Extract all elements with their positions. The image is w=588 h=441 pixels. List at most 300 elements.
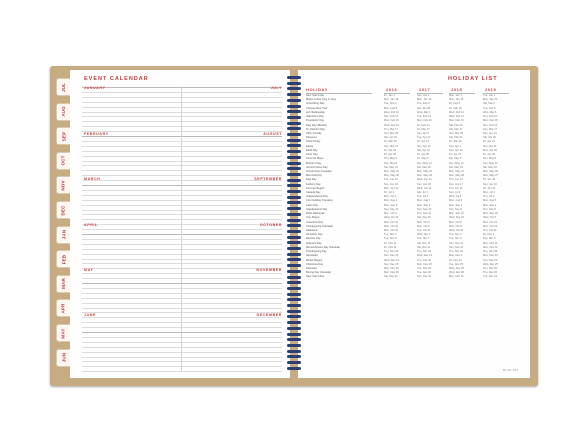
holiday-date: Mon, Dec 26 xyxy=(384,271,399,275)
holiday-date: Thu, Nov 28 xyxy=(483,250,498,254)
holiday-name: Victoria Day (Canada) xyxy=(306,169,332,173)
spiral-coil xyxy=(287,224,301,227)
holiday-name: Election Day xyxy=(306,237,321,241)
holiday-date: Mon, May 29 xyxy=(417,174,432,178)
holiday-date: Sun, May 12 xyxy=(483,161,498,165)
tab-label: JUL xyxy=(60,82,66,92)
holiday-date: Sun, Dec 25 xyxy=(384,254,399,258)
tab-dec[interactable] xyxy=(56,201,70,219)
spiral-coil xyxy=(287,87,301,90)
spiral-coil xyxy=(287,219,301,222)
holiday-name: Independence Day xyxy=(306,195,328,199)
ruled-line xyxy=(82,371,282,372)
holiday-list-title: HOLIDAY LIST xyxy=(448,76,498,82)
holiday-date: Wed, Dec 26 xyxy=(449,266,464,270)
holiday-name: Rosh Hashanah xyxy=(306,212,325,216)
holiday-name: Winter Begins xyxy=(306,258,323,262)
holiday-date: Tue, Nov 1 xyxy=(384,233,397,237)
spiral-coil xyxy=(287,139,301,142)
ruled-line xyxy=(82,337,282,338)
holiday-date: Fri, Apr 19 xyxy=(483,140,495,144)
spiral-coil xyxy=(287,344,301,347)
spiral-coil xyxy=(287,156,301,159)
holiday-date: Sun, Jun 17 xyxy=(449,182,463,186)
holiday-date: Mon, Sep 30 xyxy=(483,212,498,216)
spiral-coil xyxy=(287,230,301,233)
holiday-column-header: HOLIDAY xyxy=(306,87,328,92)
holiday-date: Thu, Nov 23 xyxy=(417,250,432,254)
tab-apr[interactable] xyxy=(56,299,70,317)
spiral-coil xyxy=(287,247,301,250)
holiday-date: Mon, Jun 20 xyxy=(384,186,399,190)
spiral-coil xyxy=(287,276,301,279)
tab-label: NOV xyxy=(60,180,66,191)
holiday-date: Mon, Jul 4 xyxy=(384,195,396,199)
month-label-june: JUNE xyxy=(84,313,96,317)
holiday-date: Mon, Nov 11 xyxy=(483,241,498,245)
ruled-line xyxy=(82,121,282,122)
holiday-date: Tue, Apr 11 xyxy=(417,136,431,140)
holiday-date: Sun, Apr 16 xyxy=(417,144,431,148)
holiday-date: Mon, Oct 10 xyxy=(384,220,399,224)
holiday-date: Fri, Jan 1 xyxy=(384,94,395,97)
holiday-date: Fri, Feb 24 xyxy=(417,123,430,127)
spiral-coil xyxy=(287,82,301,85)
spiral-coil xyxy=(287,333,301,336)
spiral-coil xyxy=(287,264,301,267)
holiday-date: Sat, May 5 xyxy=(449,157,462,161)
holiday-date: Thu, May 5 xyxy=(384,157,397,161)
ruled-line xyxy=(82,288,282,289)
tab-jun[interactable] xyxy=(56,349,70,367)
holiday-date: Mon, Aug 5 xyxy=(483,199,497,203)
holiday-date: Sun, Feb 14 xyxy=(384,115,399,119)
holiday-date: Thu, Oct 31 xyxy=(483,229,497,232)
ruled-line xyxy=(82,357,282,358)
holiday-date: Fri, Apr 28 xyxy=(417,153,429,157)
holiday-date: Sat, Nov 11 xyxy=(417,241,431,245)
holiday-name: Ash Wednesday xyxy=(306,110,325,114)
dates-2017-column xyxy=(417,94,447,280)
tab-jan[interactable] xyxy=(56,226,70,244)
spiral-coil xyxy=(287,167,301,170)
holiday-date: Thu, Dec 21 xyxy=(417,258,432,262)
holiday-date: Wed, Oct 9 xyxy=(483,216,496,220)
holiday-date: Fri, Feb 2 xyxy=(449,102,461,106)
holiday-date: Sun, Sep 10 xyxy=(417,207,432,211)
holiday-date: Mon, Oct 8 xyxy=(449,220,462,224)
holiday-name: Yom Kippur xyxy=(306,216,320,220)
holiday-date: Mon, Oct 14 xyxy=(483,224,498,228)
spiral-coil xyxy=(287,184,301,187)
holiday-date: Wed, Oct 12 xyxy=(384,216,399,220)
holiday-date: Mon, Jan 16 xyxy=(417,98,432,102)
holiday-date: Tue, Dec 26 xyxy=(417,271,432,275)
holiday-date: Tue, Nov 7 xyxy=(417,237,430,241)
month-label-september: SEPTEMBER xyxy=(254,177,282,181)
holiday-date: Tue, Feb 14 xyxy=(417,115,431,119)
spiral-coil xyxy=(287,93,301,96)
month-label-november: NOVEMBER xyxy=(256,268,282,272)
holiday-name: Flag Day (Mexico) xyxy=(306,123,328,127)
holiday-date: Sun, Jan 1 xyxy=(417,94,430,97)
holiday-date: Sat, Apr 22 xyxy=(417,148,430,152)
holiday-date: Wed, Dec 13 xyxy=(417,254,432,258)
spiral-coil xyxy=(287,281,301,284)
holiday-date: Fri, Apr 27 xyxy=(449,153,461,157)
holiday-name: All Saints' Day xyxy=(306,233,323,237)
holiday-date: Mon, Apr 22 xyxy=(483,148,497,152)
holiday-date: Wed, Jun 14 xyxy=(417,178,432,182)
tab-nov[interactable] xyxy=(56,176,70,194)
holiday-name: Father's Day xyxy=(306,182,321,186)
holiday-name: Grandparents Day xyxy=(306,207,328,211)
spiral-coil xyxy=(287,127,301,130)
holiday-date: Mon, Aug 7 xyxy=(417,199,431,203)
ruled-line xyxy=(82,92,282,93)
tab-aug[interactable] xyxy=(56,103,70,121)
holiday-date: Fri, Dec 21 xyxy=(449,258,462,262)
ruled-line xyxy=(82,312,282,313)
spiral-coil xyxy=(287,270,301,273)
holiday-date: Sun, May 13 xyxy=(449,161,464,165)
holiday-date: Mon, Jan 18 xyxy=(384,98,399,102)
brand-mark: BLUE SKY xyxy=(503,368,520,372)
ruled-line xyxy=(82,273,282,274)
holiday-name: Easter xyxy=(306,144,314,148)
holiday-date: Sat, Mar 31 xyxy=(449,136,463,140)
holiday-name: Valentine's Day xyxy=(306,115,324,119)
holiday-date: Thu, Nov 24 xyxy=(384,250,399,254)
holiday-date: Fri, Jul 1 xyxy=(384,191,394,195)
holiday-date: Sun, Feb 24 xyxy=(483,123,498,127)
holiday-name: Halloween xyxy=(306,229,319,232)
holiday-date: Fri, May 5 xyxy=(417,157,429,161)
holiday-date: Mon, Sep 2 xyxy=(483,203,497,207)
holiday-name: Groundhog Day xyxy=(306,102,325,106)
tab-label: APR xyxy=(60,303,66,314)
tab-label: JAN xyxy=(60,229,66,240)
holiday-name: Earth Day xyxy=(306,148,318,152)
holiday-name: Arbor Day xyxy=(306,153,318,157)
ruled-line xyxy=(82,361,282,362)
ruled-line xyxy=(82,180,282,181)
year-header-2019: 2019 xyxy=(485,87,497,92)
holiday-date: Sun, Sep 8 xyxy=(483,207,496,211)
ruled-line xyxy=(82,317,282,318)
holiday-names-column xyxy=(306,94,366,280)
holiday-name: Chinese New Year xyxy=(306,106,328,110)
holiday-date: Thu, Feb 14 xyxy=(483,115,497,119)
ruled-line xyxy=(82,347,282,348)
tab-feb[interactable] xyxy=(56,250,70,268)
ruled-line xyxy=(82,195,282,196)
ruled-line xyxy=(82,298,282,299)
spiral-coil xyxy=(287,338,301,341)
month-label-january: JANUARY xyxy=(84,86,106,90)
tab-label: MAY xyxy=(61,327,66,339)
holiday-date: Sun, Dec 22 xyxy=(483,258,498,262)
holiday-name: New Year's Day xyxy=(306,94,325,97)
holiday-date: Wed, Mar 1 xyxy=(417,110,431,114)
holiday-date: Fri, Apr 14 xyxy=(417,140,429,144)
spiral-coil xyxy=(287,105,301,108)
month-tabs xyxy=(56,74,70,374)
holiday-date: Mon, Oct 9 xyxy=(417,224,430,228)
holiday-date: Thu, Dec 26 xyxy=(483,271,498,275)
ruled-line xyxy=(82,200,282,201)
ruled-line xyxy=(82,141,282,142)
holiday-date: Fri, Apr 29 xyxy=(384,153,396,157)
holiday-date: Wed, Jun 21 xyxy=(417,186,432,190)
holiday-date: Thu, Jul 4 xyxy=(483,195,495,199)
holiday-name: New Year's Eve xyxy=(306,275,325,279)
dates-2016-column xyxy=(384,94,414,280)
ruled-line xyxy=(82,327,282,328)
spiral-coil xyxy=(287,190,301,193)
tab-sep[interactable] xyxy=(56,127,70,145)
spiral-coil xyxy=(287,133,301,136)
holiday-date: Mon, Nov 11 xyxy=(483,245,498,249)
holiday-name: Flag Day xyxy=(306,178,317,182)
holiday-date: Sun, Jul 1 xyxy=(449,191,461,195)
holiday-date: Wed, Oct 31 xyxy=(449,229,464,232)
holiday-date: Sun, Sep 11 xyxy=(384,207,399,211)
holiday-name: Palm Sunday xyxy=(306,131,322,135)
ruled-line xyxy=(82,322,282,323)
spiral-coil xyxy=(287,253,301,256)
holiday-date: Tue, Nov 5 xyxy=(483,237,496,241)
holiday-date: Wed, Dec 25 xyxy=(483,262,498,266)
holiday-date: Thu, Jun 21 xyxy=(449,186,463,190)
tab-label: MAR xyxy=(60,278,66,290)
spiral-coil xyxy=(287,355,301,358)
ruled-line xyxy=(82,190,282,191)
holiday-name: St. Patrick's Day xyxy=(306,127,325,131)
holiday-name: Columbus Day xyxy=(306,220,324,224)
ruled-line xyxy=(82,126,282,127)
holiday-date: Tue, Dec 26 xyxy=(417,266,432,270)
holiday-date: Mon, Feb 18 xyxy=(483,119,498,123)
spiral-coil xyxy=(287,350,301,353)
month-label-october: OCTOBER xyxy=(259,223,282,227)
ruled-line xyxy=(82,161,282,162)
holiday-name: Remembrance Day (Canada) xyxy=(306,245,340,249)
holiday-date: Wed, Sep 19 xyxy=(449,216,464,220)
holiday-name: Thanksgiving (Canada) xyxy=(306,224,333,228)
holiday-date: Tue, Dec 25 xyxy=(449,262,464,266)
ruled-line xyxy=(82,224,282,225)
tab-oct[interactable] xyxy=(56,152,70,170)
spiral-coil xyxy=(287,361,301,364)
holiday-date: Sat, May 20 xyxy=(417,165,431,169)
ruled-line xyxy=(82,332,282,333)
spiral-coil xyxy=(287,110,301,113)
holiday-date: Fri, Nov 11 xyxy=(384,241,397,245)
ruled-line xyxy=(82,366,282,367)
holiday-date: Mon, Oct 31 xyxy=(384,229,399,232)
holiday-date: Mon, Sep 5 xyxy=(384,203,398,207)
holiday-name: Armed Forces Day xyxy=(306,165,328,169)
holiday-date: Mon, Oct 14 xyxy=(483,220,498,224)
spiral-coil xyxy=(287,236,301,239)
holiday-date: Fri, Nov 1 xyxy=(483,233,495,237)
holiday-name: Memorial Day xyxy=(306,174,322,178)
spiral-binding xyxy=(287,76,301,376)
holiday-name: Labor Day xyxy=(306,203,318,207)
spiral-coil xyxy=(287,321,301,324)
tab-mar[interactable] xyxy=(56,275,70,293)
ruled-line xyxy=(82,352,282,353)
spiral-coil xyxy=(287,201,301,204)
holiday-date: Tue, Jul 4 xyxy=(417,195,429,199)
holiday-name: Kwanzaa xyxy=(306,266,317,270)
ruled-line xyxy=(82,116,282,117)
holiday-date: Sun, Mar 25 xyxy=(449,131,464,135)
holiday-date: Thu, Feb 2 xyxy=(417,102,430,106)
holiday-date: Wed, Feb 10 xyxy=(384,110,399,114)
ruled-line xyxy=(82,268,282,269)
holiday-date: Mon, May 21 xyxy=(449,169,464,173)
tab-label: JUN xyxy=(60,352,66,363)
ruled-line xyxy=(82,239,282,240)
holiday-name: Civic Holiday (Canada) xyxy=(306,199,333,203)
year-header-2017: 2017 xyxy=(419,87,431,92)
holiday-date: Wed, Mar 6 xyxy=(483,110,497,114)
ruled-line xyxy=(82,259,282,260)
holiday-date: Tue, Dec 31 xyxy=(483,275,498,279)
holiday-date: Thu, Mar 17 xyxy=(384,127,398,131)
holiday-date: Fri, Apr 26 xyxy=(483,153,495,157)
spiral-coil xyxy=(287,327,301,330)
holiday-date: Sat, Feb 24 xyxy=(449,123,463,127)
holiday-date: Sun, Mar 20 xyxy=(384,131,399,135)
month-label-august: AUGUST xyxy=(263,132,282,136)
holiday-date: Sat, Feb 2 xyxy=(483,102,495,106)
holiday-name: Veterans Day xyxy=(306,241,322,245)
holiday-date: Sat, Apr 20 xyxy=(483,136,496,140)
tab-jul[interactable] xyxy=(56,78,70,96)
holiday-date: Thu, Dec 26 xyxy=(483,266,498,270)
holiday-date: Wed, Dec 26 xyxy=(449,271,464,275)
holiday-date: Tue, Jan 1 xyxy=(483,94,496,97)
holiday-date: Sun, Sep 9 xyxy=(449,207,462,211)
holiday-date: Fri, Mar 30 xyxy=(449,140,462,144)
spiral-coil xyxy=(287,258,301,261)
holiday-date: Sat, Nov 11 xyxy=(417,245,431,249)
holiday-date: Sun, May 8 xyxy=(384,161,398,165)
ruled-line xyxy=(82,165,282,166)
holiday-date: Sat, Mar 17 xyxy=(449,127,463,131)
spiral-coil xyxy=(287,196,301,199)
ruled-line xyxy=(82,107,282,108)
spiral-coil xyxy=(287,213,301,216)
holiday-date: Thu, Nov 22 xyxy=(449,250,464,254)
holiday-name: Christmas Day xyxy=(306,262,324,266)
holiday-name: Good Friday xyxy=(306,140,321,144)
tab-label: AUG xyxy=(60,106,66,117)
holiday-date: Sat, Sep 30 xyxy=(417,216,431,220)
holiday-name: Hanukkah xyxy=(306,254,318,258)
holiday-date: Mon, Feb 8 xyxy=(384,106,398,110)
spiral-coil xyxy=(287,310,301,313)
ruled-line xyxy=(82,342,282,343)
holiday-date: Mon, Feb 19 xyxy=(449,119,464,123)
holiday-date: Mon, Dec 23 xyxy=(483,254,498,258)
spiral-coil xyxy=(287,173,301,176)
holiday-date: Mon, May 22 xyxy=(417,169,432,173)
holiday-date: Sun, Jun 19 xyxy=(384,182,398,186)
holiday-date: Sun, Dec 31 xyxy=(417,275,432,279)
ruled-line xyxy=(82,87,282,88)
ruled-line xyxy=(82,131,282,132)
ruled-line xyxy=(82,170,282,171)
holiday-date: Sun, Apr 9 xyxy=(417,131,430,135)
holiday-date: Fri, Feb 16 xyxy=(449,106,462,110)
spiral-coil xyxy=(287,99,301,102)
holiday-date: Fri, Mar 17 xyxy=(417,127,430,131)
spiral-coil xyxy=(287,304,301,307)
holiday-date: Wed, Feb 14 xyxy=(449,110,464,114)
holiday-name: Martin Luther King Jr. Day xyxy=(306,98,336,102)
month-label-february: FEBRUARY xyxy=(84,132,109,136)
holiday-date: Mon, Aug 1 xyxy=(384,199,398,203)
ruled-line xyxy=(82,283,282,284)
ruled-line xyxy=(82,229,282,230)
dates-2019-column xyxy=(483,94,513,280)
tab-may[interactable] xyxy=(56,324,70,342)
holiday-date: Mon, May 23 xyxy=(384,169,399,173)
ruled-line xyxy=(82,136,282,137)
holiday-date: Thu, Nov 1 xyxy=(449,233,462,237)
holiday-name: Presidents' Day xyxy=(306,119,325,123)
spiral-coil xyxy=(287,298,301,301)
holiday-date: Mon, Dec 25 xyxy=(417,262,432,266)
holiday-date: Sat, Apr 23 xyxy=(384,136,397,140)
ruled-line xyxy=(82,308,282,309)
ruled-line xyxy=(82,214,282,215)
holiday-date: Mon, May 20 xyxy=(483,169,498,173)
ruled-line xyxy=(82,278,282,279)
holiday-date: Sun, Nov 11 xyxy=(449,241,464,245)
spiral-coil xyxy=(287,287,301,290)
spiral-coil xyxy=(287,116,301,119)
holiday-date: Sun, Apr 21 xyxy=(483,144,497,148)
ruled-line xyxy=(82,210,282,211)
holiday-date: Sat, Jul 1 xyxy=(417,191,428,195)
holiday-date: Fri, Mar 25 xyxy=(384,140,397,144)
holiday-date: Sun, Jun 16 xyxy=(483,182,497,186)
spiral-coil xyxy=(287,367,301,370)
holiday-date: Thu, Sep 21 xyxy=(417,212,432,216)
tab-label: FEB xyxy=(60,254,66,264)
holiday-date: Fri, Apr 22 xyxy=(384,148,396,152)
holiday-name: Thanksgiving Day xyxy=(306,250,327,254)
ruled-line xyxy=(82,263,282,264)
holiday-date: Mon, Oct 3 xyxy=(384,212,397,216)
tab-label: OCT xyxy=(60,155,66,166)
tab-label: SEP xyxy=(60,131,66,141)
spiral-coil xyxy=(287,144,301,147)
holiday-date: Tue, Oct 31 xyxy=(417,229,431,232)
holiday-name: Cinco de Mayo xyxy=(306,157,324,161)
spiral-coil xyxy=(287,122,301,125)
holiday-date: Sat, May 21 xyxy=(384,165,398,169)
holiday-date: Fri, Jun 21 xyxy=(483,186,496,190)
spiral-coil xyxy=(287,162,301,165)
spiral-coil xyxy=(287,76,301,79)
holiday-date: Wed, Jul 4 xyxy=(449,195,462,199)
